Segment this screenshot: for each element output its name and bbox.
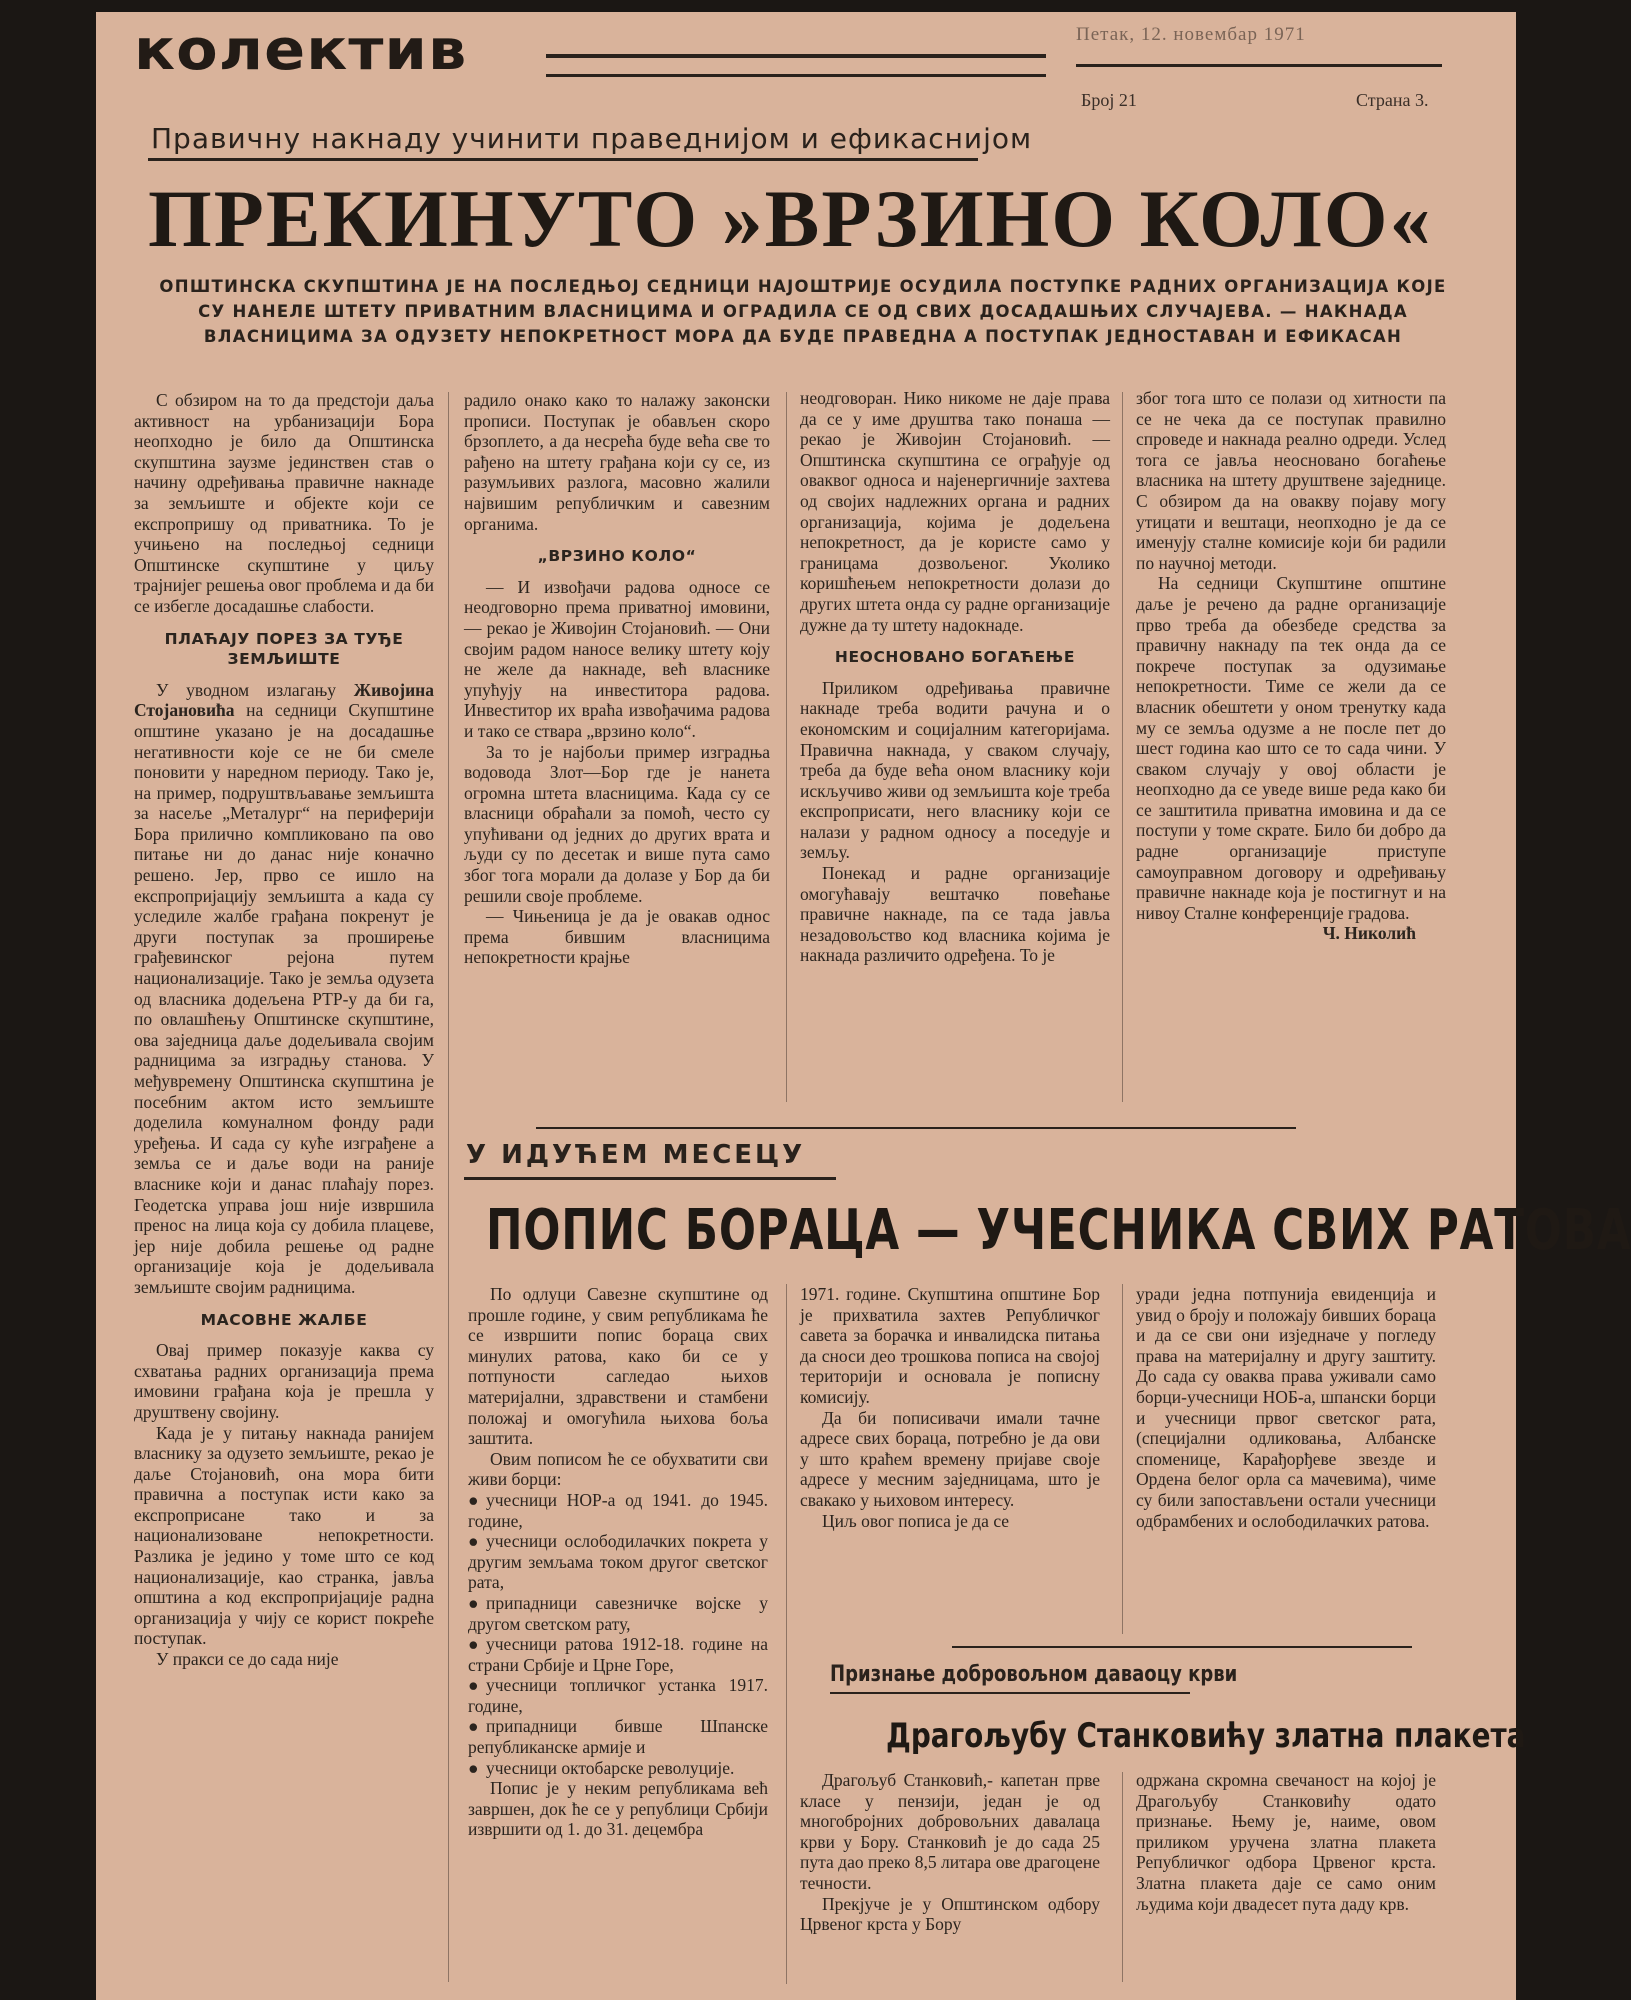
list-item-text: учесници НОР-а од 1941. до 1945. године, xyxy=(468,1489,768,1531)
author-signature: Ч. Николић xyxy=(1322,923,1416,944)
kicker-rule xyxy=(148,158,978,161)
paragraph: Када је у питању накнада ранијем власнику за одузето земљиште, рекао је даље Стојановић, она мора бити правична а поступак исти како за експроприсане тако и за национализоване непокретности. Разлика је једино у томе што се код национализације, као странка, јавља општина а код експропријације радна организација у чију се корист покреће поступак. xyxy=(134,1422,434,1649)
paragraph: Драгољуб Станковић,- капетан прве класе у пензији, један је од многобројних добровољних давалаца крви у Бору. Станковић је до сада 25 пута дао преко 8,5 литара ове драгоцене течности. xyxy=(800,1770,1100,1893)
subheading: ПЛАЋАЈУ ПОРЕЗ ЗА ТУЂЕ ЗЕМЉИШТЕ xyxy=(164,629,404,669)
text-span: У уводном излагању xyxy=(156,679,354,700)
bullet-icon: ● xyxy=(468,1675,479,1696)
column-divider xyxy=(448,392,449,1982)
newspaper-page xyxy=(96,12,1631,2000)
bullet-icon: ● xyxy=(468,1489,479,1510)
column-divider xyxy=(1122,392,1123,1102)
list-item xyxy=(468,1758,768,1779)
paragraph: 1971. године. Скупштина општине Бор је прихватила захтев Републичког савета за борачка и инвалидска питања да сноси део трошкова пописа на својој територији и основала је пописну комисију. xyxy=(800,1284,1100,1407)
paragraph xyxy=(134,680,434,1298)
paragraph: Циљ овог пописа је да се xyxy=(822,1510,1010,1531)
article3-kicker: Признање добровољном даваоцу крви xyxy=(830,1662,1238,1687)
article2-column-2 xyxy=(800,1284,1100,1531)
subheading: МАСОВНЕ ЖАЛБЕ xyxy=(200,1310,368,1329)
paragraph: Да би пописивачи имали тачне адресе свих бораца, потребно је да ови у што краћем времену пријаве своје адресе у месним заједницама, што је свакако у њиховом интересу. xyxy=(800,1407,1100,1510)
list-item-text: учесници топличког устанка 1917. године, xyxy=(468,1675,768,1716)
paragraph: По одлуци Савезне скупштине од прошле године, у свим републикама ће се извршити попис бораца свих минулих ратова, како би се у потпуности сагледао њихов материјални, здравствени и стамбени положај и омогућила њихова боља заштита. xyxy=(468,1284,768,1449)
bullet-icon: ● xyxy=(468,1757,479,1778)
paragraph: због тога што се полази од хитности па се не чека да се поступак правилно спроведе и накнада реално одреди. Услед тога се јавља неосновано богаћење власника на штету друштвене заједнице. С обзиром да на овакву појаву могу утицати и вештаци, неопходно је да се именују сталне комисије који би радили по научној методи. xyxy=(1136,388,1446,573)
list-item xyxy=(468,1716,768,1757)
article2-column-3 xyxy=(1136,1284,1436,1531)
list-item xyxy=(468,1490,768,1531)
article3-headline: Драгољубу Станковићу златна плакета xyxy=(886,1716,1526,1756)
article3-column-2 xyxy=(1136,1770,1436,1914)
article1-column-1 xyxy=(134,390,434,1670)
paragraph: На седници Скупштине општине даље је речено да радне организације прво треба да обезбеде средства за правичну накнаду па тек онда да се покрече поступак за одузимање непокретности. Тиме се жели да се власник обештети у оном тренутку када му се земља одузме а не после пет до шест година као што се то сада чини. У сваком случају у овој области је неопходно да се уведе више реда како би се заштитила приватна имовина и да се поступи у томе скрате. Било би добро да радне организације приступе самоуправном договору и одређивању правичне накнаде која је постигнут и на нивоу Сталне конференције градова. xyxy=(1136,573,1446,923)
paragraph: За то је најбољи пример изградња водовода Злот—Бор где је нанета огромна штета власницима. Када су се власници обраћали за помоћ, често су упућивани од једних до других врата и људи су по десетак и више пута само због тога морали да долазе у Бор да би решили своје проблеме. xyxy=(464,741,770,906)
paragraph: одржана скромна свечаност на којој је Драгољубу Станковићу одато признање. Њему је, наиме, овом приликом уручена златна плакета Републичког одбора Црвеног крста. Златна плакета даје се само оним људима који двадесет пута даду крв. xyxy=(1136,1770,1436,1914)
list-item-text: припадници бивше Шпанске републиканске армије и xyxy=(468,1716,768,1758)
article2-headline: ПОПИС БОРАЦА — УЧЕСНИКА СВИХ РАТОВА xyxy=(486,1198,1631,1263)
paragraph: неодговоран. Нико никоме не даје права да се у име друштва тако понаша — рекао је Живојин Стојановић. — Општинска скупштина се ограђује од оваквог односа и најенергичније захтева од својих надлежних органа и радних организација, којима је додељена непокретност, да је користе само у границама дозвољеног. Уколико коришћењем непокретности долази до других штета онда су радне организације дужне да ту штету надокнаде. xyxy=(800,388,1110,635)
masthead-date: Петак, 12. новембар 1971 xyxy=(1076,24,1306,45)
article1-column-3 xyxy=(800,388,1110,966)
article3-column-1 xyxy=(800,1770,1100,1935)
bullet-icon: ● xyxy=(468,1716,479,1737)
paragraph: Понекад и радне организације омогућавају вештачко повећање правичне накнаде, па се тада јавља незадовољство код власника којима је накнада различито одређена. То је xyxy=(800,863,1110,966)
paragraph: — Чињеница је да је овакав однос према бившим власницима непокретности крајње xyxy=(464,906,770,968)
list-item xyxy=(468,1593,768,1634)
bullet-icon: ● xyxy=(468,1634,479,1655)
article1-deck: ОПШТИНСКА СКУПШТИНА ЈЕ НА ПОСЛЕДЊОЈ СЕДНИЦИ НАЈОШТРИЈЕ ОСУДИЛА ПОСТУПКЕ РАДНИХ ОРГАНИЗАЦИЈА КОЈЕ СУ НАНЕЛЕ ШТЕТУ ПРИВАТНИМ ВЛАСНИЦИМА И ОГРАДИЛА СЕ ОД СВИХ ДОСАДАШЊИХ СЛУЧАЈЕВА. — НАКНАДА ВЛАСНИЦИМА ЗА ОДУЗЕТУ НЕПОКРЕТНОСТ МОРА ДА БУДЕ ПРАВЕДНА А ПОСТУПАК ЈЕДНОСТАВАН И ЕФИКАСАН xyxy=(159,277,1447,346)
section-rule xyxy=(952,1646,1412,1648)
article1-kicker: Правичну накнаду учинити праведнијом и ефикаснијом xyxy=(151,122,1033,155)
masthead-logo: колектив xyxy=(134,18,468,83)
article2-kicker: У ИДУЋЕМ МЕСЕЦУ xyxy=(466,1140,806,1170)
paragraph: Овај пример показује каква су схватања радних организација према имовини грађана која је прешла у друштвену својину. xyxy=(134,1340,434,1422)
list-item-text: учесници октобарске револуције. xyxy=(486,1757,735,1778)
column-divider xyxy=(1122,1284,1123,1634)
list-item xyxy=(468,1634,768,1675)
section-rule xyxy=(536,1127,1296,1129)
article1-column-2 xyxy=(464,390,770,968)
issue-number: Број 21 xyxy=(1081,90,1137,110)
paragraph: У пракси се до сада није xyxy=(156,1649,339,1670)
article2-column-1 xyxy=(468,1284,768,1840)
paragraph: С обзиром на то да предстоји даља активност на урбанизацији Бора неопходно је било да Општинска скупштина заузме јединствен став о начину одређивања правичне накнаде за земљиште и објекте који се експропришу од приватника. То је учињено на последњој седници Општинске скупштине у циљу трајнијег решења овог проблема и да би се избегле досадашње слабости. xyxy=(134,390,434,616)
paragraph: Овим пописом ће се обухватити сви живи борци: xyxy=(468,1448,768,1490)
text-span: на седници Скупштине општине указано је на досадашње негативности које се не би смеле поновити у наредном периоду. Тако је, на пример, подруштвљавање земљишта за насеље „Металург“ на периферији Бора прилично компликовано па ово питање ни до данас није коначно решено. Јер, прво се ишло на експропријацију земљишта а када су уследиле жалбе грађана покренут је други поступак за проширење грађевинског рејона путем национализације. Тако је земља одузета од власника додељена РТР-у да би га, по овлашћењу Општинске скупштине, ова заједница даље додељивала својим радницима за изградњу станова. У међувремену Општинска скупштина је посебним актом исто земљиште доделила комуналном фонду ради уређења. И сада су куће изграђене а земља се и даље води на раније власнике који и данас плаћају порез. Геодетска управа још није извршила пренос на лица која су добила плацеве, јер није добила решење од радне организације која је додељивала земљиште својим радницима. xyxy=(134,700,434,1297)
masthead-rule xyxy=(546,54,1046,77)
bullet-icon: ● xyxy=(468,1531,479,1552)
list-item xyxy=(468,1531,768,1593)
list-item xyxy=(468,1675,768,1716)
date-rule xyxy=(1076,64,1442,67)
article1-column-4 xyxy=(1136,388,1446,944)
subheading: „ВРЗИНО КОЛО“ xyxy=(537,547,697,566)
paragraph: Приликом одређивања правичне накнаде треба водити рачуна и о економским и социјалним категоријама. Правична накнада, у сваком случају, треба да буде већа оном власнику који искључиво живи од земљишта које треба експроприсати, него власнику који се налази у радном односу а поседује и земљу. xyxy=(800,677,1110,863)
column-divider xyxy=(1122,1772,1123,1982)
kicker-rule xyxy=(464,1177,836,1180)
paragraph: Попис је у неким републикама већ завршен, док ће се у републици Србији извршити од 1. до 31. децембра xyxy=(468,1778,768,1840)
paragraph: уради једна потпунија евиденција и увид о броју и положају бивших бораца и да се сви они изједначе у погледу права на материјалну и другу заштиту. До сада су оваква права уживали само борци-учесници НОБ-а, шпански борци и учесници првог светског рата, (специјални одликовања, Албанске споменице, Карађорђеве звезде и Ордена белог орла са мачевима), чиме су били запостављени остали учесници одбрамбених и ослободилачких ратова. xyxy=(1136,1284,1436,1531)
subheading: НЕОСНОВАНО БОГАЋЕЊЕ xyxy=(834,648,1076,667)
list-item-text: припадници савезничке војске у другом светском рату, xyxy=(468,1592,768,1634)
article1-headline: ПРЕКИНУТО »ВРЗИНО КОЛО« xyxy=(148,173,1433,264)
list-item-text: учесници ослободилачких покрета у другим земљама током другог светског рата, xyxy=(468,1531,768,1593)
bullet-icon: ● xyxy=(468,1592,479,1613)
page-number: Страна 3. xyxy=(1356,90,1429,110)
list-item-text: учесници ратова 1912-18. године на страни Србије и Црне Горе, xyxy=(468,1634,768,1675)
kicker-rule xyxy=(830,1692,1190,1694)
paragraph: Прекјуче је у Општинском одбору Црвеног крста у Бору xyxy=(800,1893,1100,1935)
bold-name: Живојина Стојановића xyxy=(134,679,434,721)
column-divider xyxy=(786,392,787,1102)
paragraph: радило онако како то налажу законски прописи. Поступак је обављен скоро брзоплето, а да несрећа буде већа све то рађено на штету грађана који су се, из разумљивих разлога, масовно жалили највишим републичким и савезним органима. xyxy=(464,390,770,534)
paragraph: — И извођачи радова односе се неодговорно према приватној имовини, — рекао је Живојин Стојановић. — Они својим радом наносе велику штету коју не желе да накнаде, већ власнике упућују на инвеститора радова. Инвеститор их враћа извођачима радова и тако се ствара „врзино коло“. xyxy=(464,576,770,741)
column-divider xyxy=(786,1284,787,1984)
